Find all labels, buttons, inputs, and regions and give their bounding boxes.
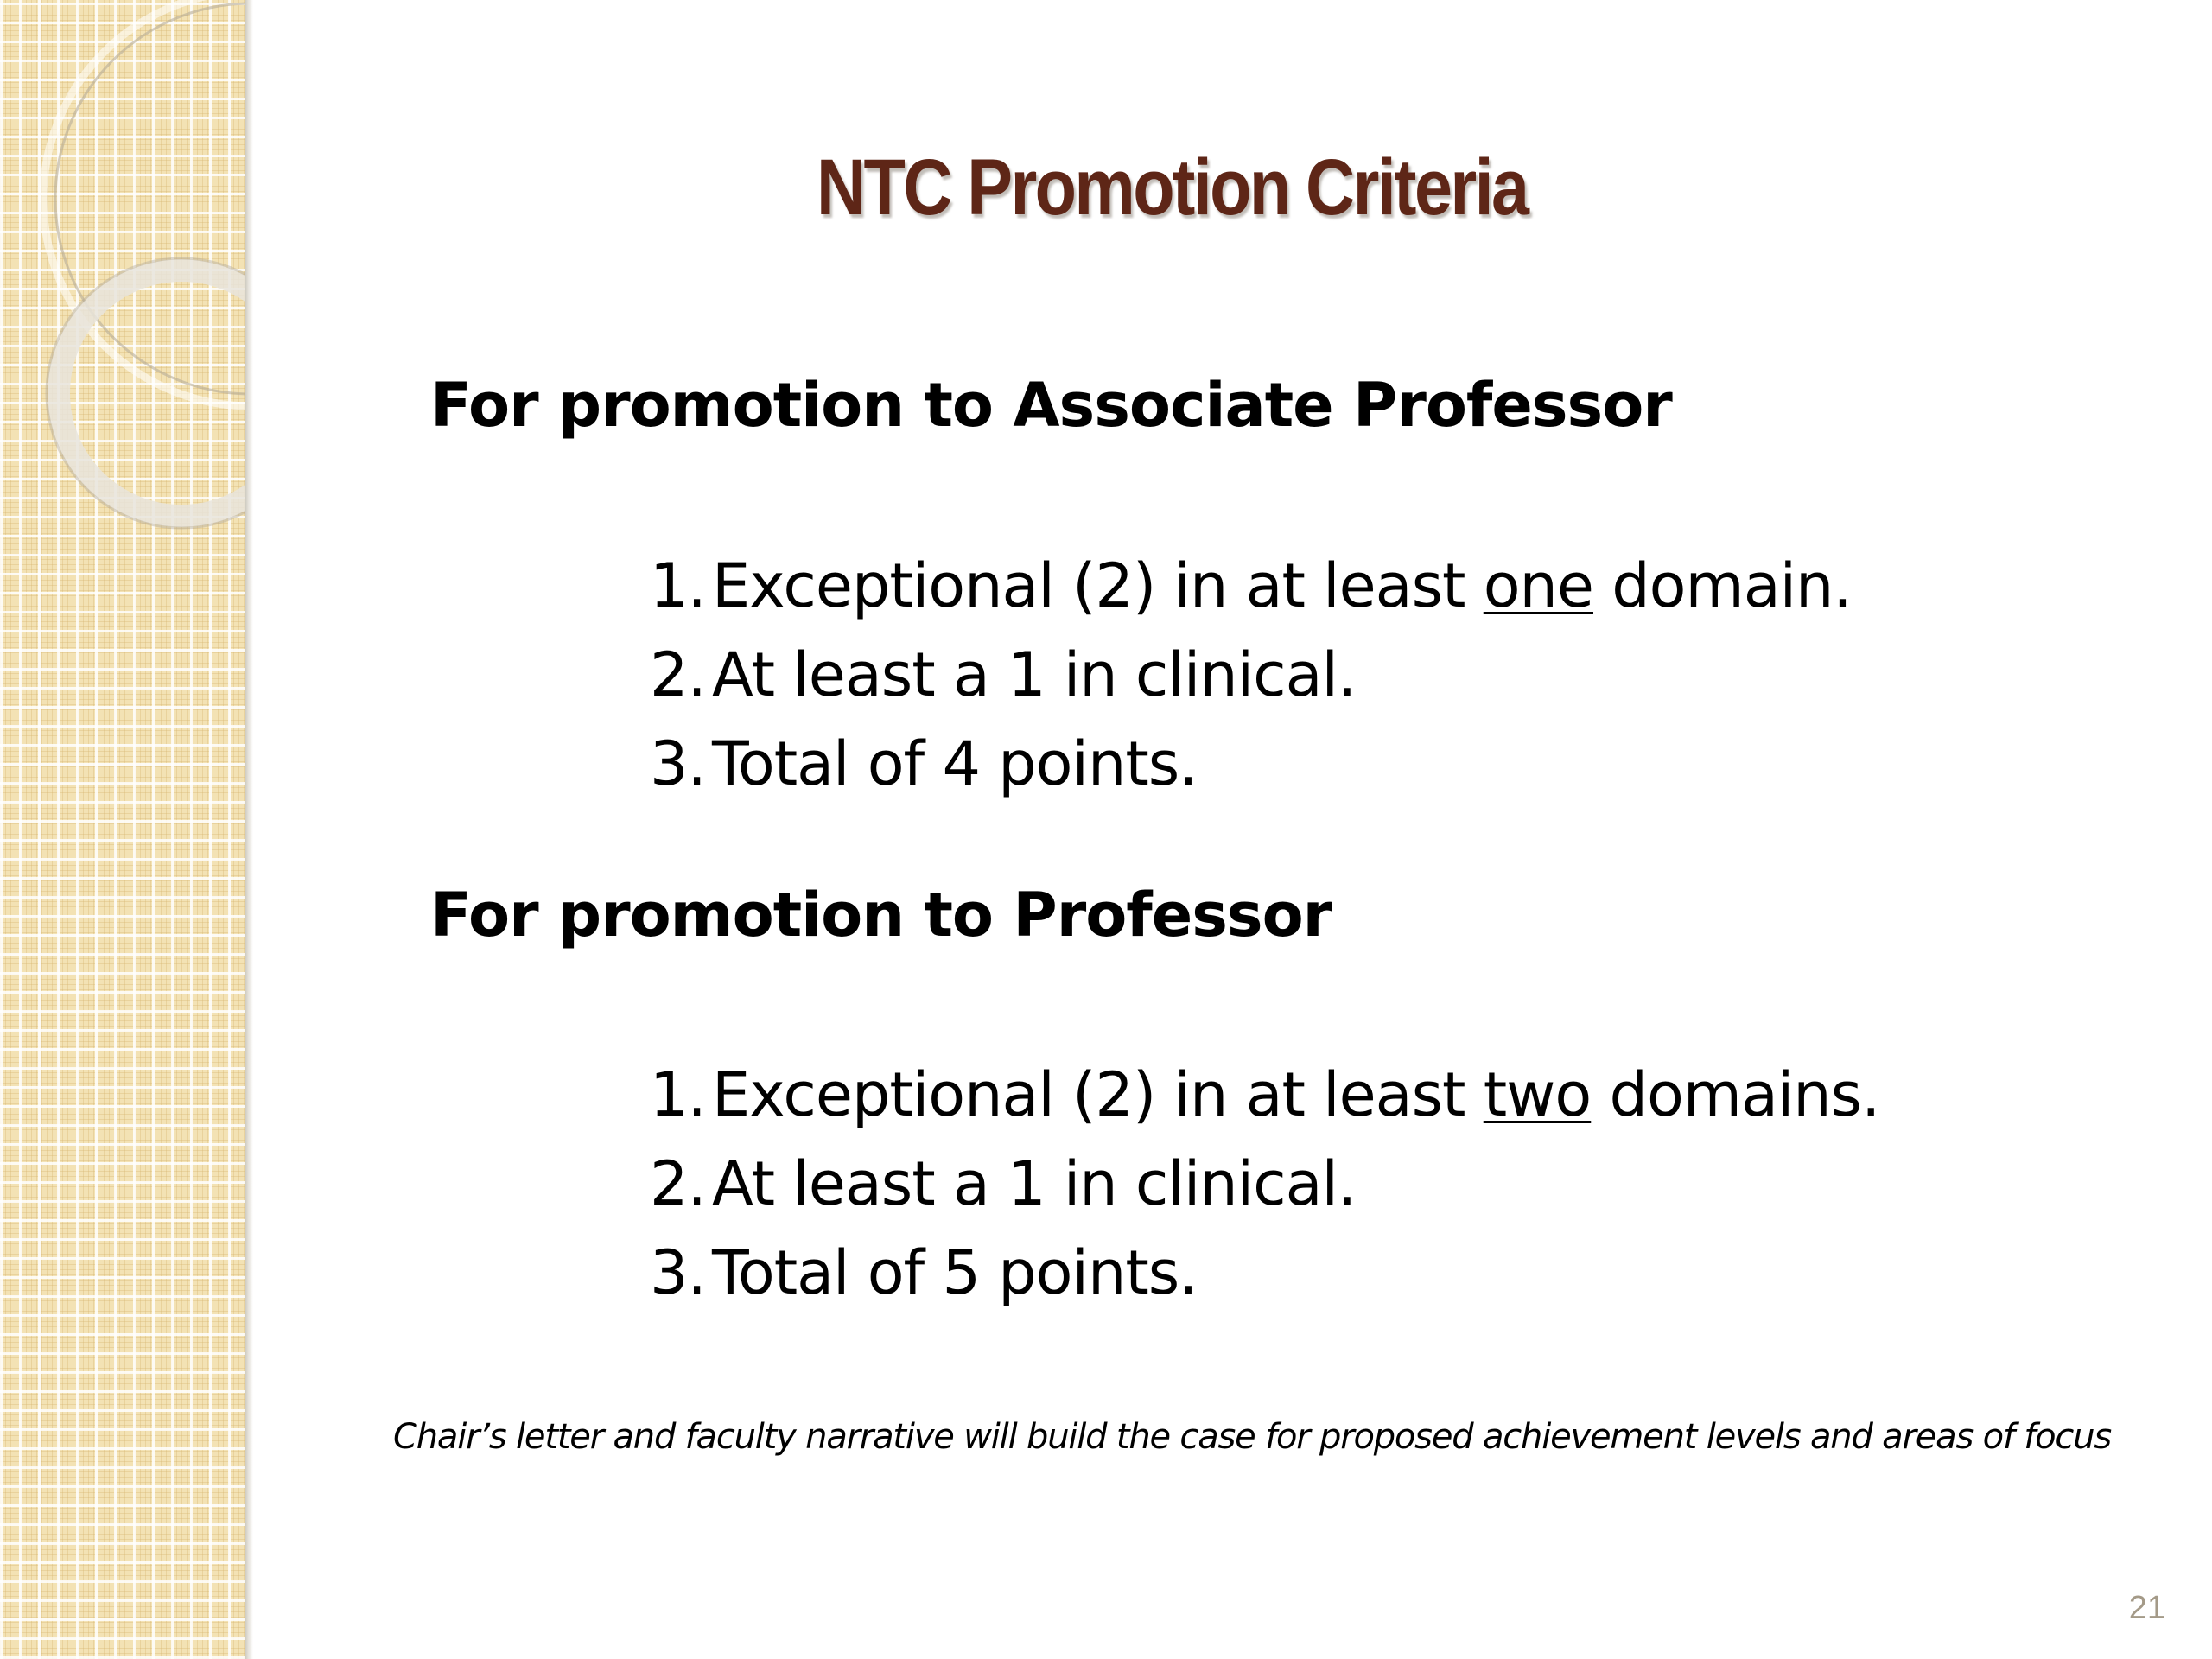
footnote: Chair’s letter and faculty narrative will build the case for proposed achievement levels and areas of focus: [393, 1417, 2112, 1457]
item-emphasis: two: [1483, 1059, 1592, 1130]
decorative-side-panel: [0, 0, 245, 1659]
item-text: At least a 1 in clinical.: [712, 1148, 1357, 1219]
item-text: Exceptional (2) in at least: [712, 550, 1484, 621]
item-number: 3.: [650, 728, 706, 799]
section-heading-associate: For promotion to Associate Professor: [430, 370, 1672, 441]
item-number: 1.: [650, 550, 706, 621]
list-item: [650, 1229, 1879, 1318]
side-panel-shadow: [245, 0, 253, 1659]
item-number: 1.: [650, 1059, 706, 1130]
item-text: At least a 1 in clinical.: [712, 639, 1357, 710]
page-number: 21: [2128, 1590, 2165, 1626]
item-text-end: domains.: [1591, 1059, 1880, 1130]
associate-criteria-list: [650, 542, 1852, 809]
section-heading-professor: For promotion to Professor: [430, 880, 1332, 950]
item-text: Total of 5 points.: [712, 1237, 1198, 1308]
professor-criteria-list: [650, 1051, 1879, 1318]
slide-title: NTC Promotion Criteria: [817, 143, 1528, 232]
item-number: 2.: [650, 639, 706, 710]
list-item: [650, 720, 1852, 809]
item-text: Exceptional (2) in at least: [712, 1059, 1484, 1130]
item-number: 2.: [650, 1148, 706, 1219]
list-item: [650, 1140, 1879, 1229]
list-item: [650, 542, 1852, 631]
item-emphasis: one: [1483, 550, 1593, 621]
decorative-rings: [0, 0, 245, 553]
item-number: 3.: [650, 1237, 706, 1308]
item-text: Total of 4 points.: [712, 728, 1198, 799]
list-item: [650, 631, 1852, 720]
list-item: [650, 1051, 1879, 1140]
item-text-end: domain.: [1593, 550, 1852, 621]
